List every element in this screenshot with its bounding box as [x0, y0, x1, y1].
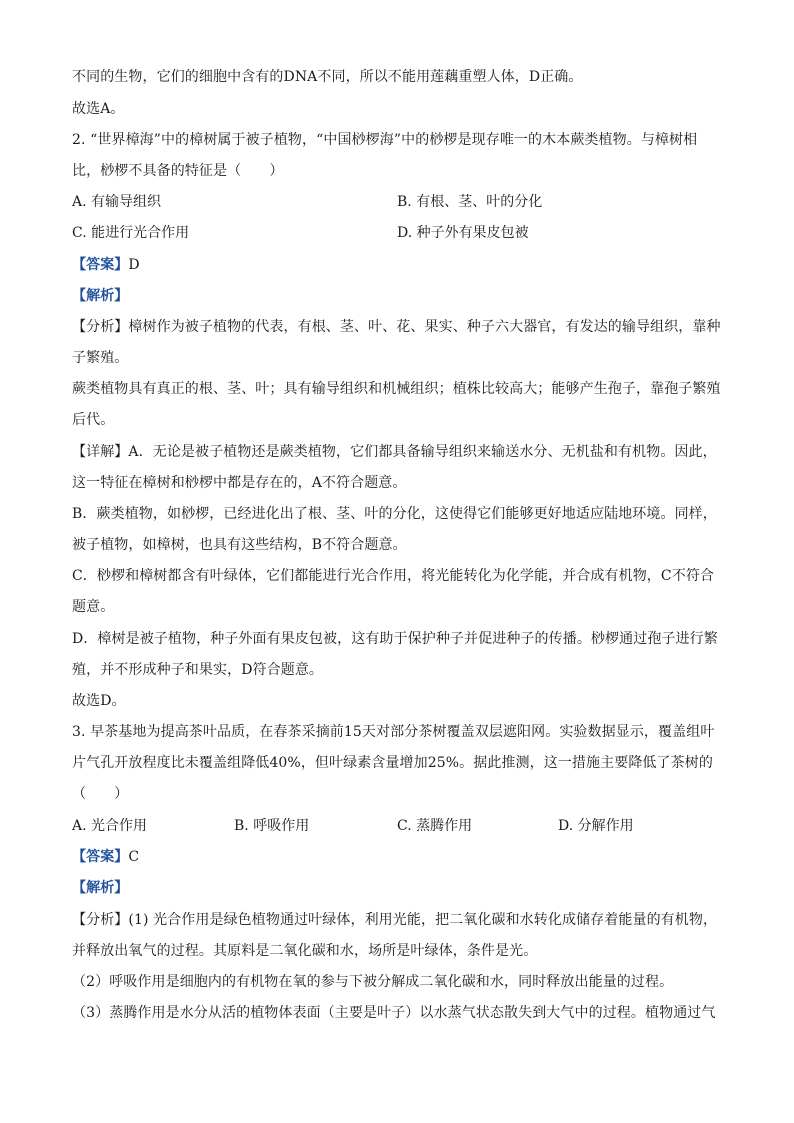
option-d: D. 种子外有果皮包被: [397, 225, 529, 241]
option-b: B. 呼吸作用: [234, 818, 310, 834]
text-line: C．桫椤和樟树都含有叶绿体，它们都能进行光合作用，将光能转化为化学能，并合成有机物，C不符合: [72, 568, 715, 584]
text-line: 被子植物，如樟树，也具有这些结构，B不符合题意。: [72, 537, 407, 553]
option-a: A. 光合作用: [72, 818, 148, 834]
section-tag: 【详解】: [72, 444, 129, 460]
detail-paragraph: [72, 442, 722, 462]
text-line: （3）蒸腾作用是水分从活的植物体表面（主要是叶子）以水蒸气状态散失到大气中的过程。植物通过气: [72, 1005, 716, 1021]
analysis-tag: 【解析】: [72, 880, 129, 896]
question-2-stem: 比，桫椤不具备的特征是（ ）: [72, 163, 284, 179]
option-c: C. 能进行光合作用: [72, 225, 190, 241]
question-3-stem: （ ）: [72, 786, 129, 802]
answer-line: [72, 847, 722, 867]
text-line: 不同的生物，它们的细胞中含有的DNA不同，所以不能用莲藕重塑人体，D正确。: [72, 69, 583, 85]
text-line: 这一特征在樟树和桫椤中都是存在的，A不符合题意。: [72, 475, 407, 491]
text-span: (1) 光合作用是绿色植物通过叶绿体，利用光能，把二氧化碳和水转化成储存着能量的有机物，: [128, 912, 718, 928]
answer-tag: 【答案】: [72, 257, 129, 273]
option-c: C. 蒸腾作用: [397, 818, 473, 834]
option-d: D. 分解作用: [558, 818, 634, 834]
text-line: B．蕨类植物，如桫椤，已经进化出了根、茎、叶的分化，这使得它们能够更好地适应陆地环境。同样，: [72, 506, 717, 522]
text-line: D．樟树是被子植物，种子外面有果皮包被，这有助于保护种子并促进种子的传播。桫椤通过孢子进行繁: [72, 631, 718, 647]
text-span: A．无论是被子植物还是蕨类植物，它们都具备输导组织来输送水分、无机盐和有机物。因此，: [128, 444, 717, 460]
section-tag: 【分析】: [72, 319, 129, 335]
analysis-paragraph: [72, 910, 722, 930]
text-line: 殖，并不形成种子和果实，D符合题意。: [72, 662, 324, 678]
answer-line: [72, 255, 722, 275]
text-line: 子繁殖。: [72, 350, 129, 366]
text-line: 蕨类植物具有真正的根、茎、叶；具有输导组织和机械组织；植株比较高大；能够产生孢子，靠孢子繁殖: [72, 381, 721, 397]
question-2-stem: 2. “世界樟海”中的樟树属于被子植物，“中国桫椤海”中的桫椤是现存唯一的木本蕨类植物。与樟树相: [72, 132, 698, 148]
section-tag: 【分析】: [72, 912, 129, 928]
analysis-line: [72, 878, 722, 898]
text-line: 后代。: [72, 412, 115, 428]
analysis-line: [72, 286, 722, 306]
text-line: 并释放出氧气的过程。其原料是二氧化碳和水，场所是叶绿体，条件是光。: [72, 943, 538, 959]
answer-value: C: [128, 849, 140, 865]
answer-tag: 【答案】: [72, 849, 129, 865]
text-span: 樟树作为被子植物的代表，有根、茎、叶、花、果实、种子六大器官，有发达的输导组织，靠种: [128, 319, 721, 335]
text-line: 题意。: [72, 599, 115, 615]
text-line: 故选D。: [72, 693, 126, 709]
text-line: （2）呼吸作用是细胞内的有机物在氧的参与下被分解成二氧化碳和水，同时释放出能量的过程。: [72, 974, 674, 990]
answer-value: D: [128, 257, 140, 273]
question-3-stem: 片气孔开放程度比未覆盖组降低40%，但叶绿素含量增加25%。据此推测，这一措施主要降低了茶树的: [72, 755, 713, 771]
option-b: B. 有根、茎、叶的分化: [397, 194, 543, 210]
question-3-stem: 3. 早茶基地为提高茶叶品质，在春茶采摘前15天对部分茶树覆盖双层遮阳网。实验数据显示，覆盖组叶: [72, 724, 715, 740]
analysis-tag: 【解析】: [72, 288, 129, 304]
option-a: A. 有输导组织: [72, 194, 162, 210]
analysis-paragraph: [72, 317, 722, 337]
text-line: 故选A。: [72, 101, 125, 117]
